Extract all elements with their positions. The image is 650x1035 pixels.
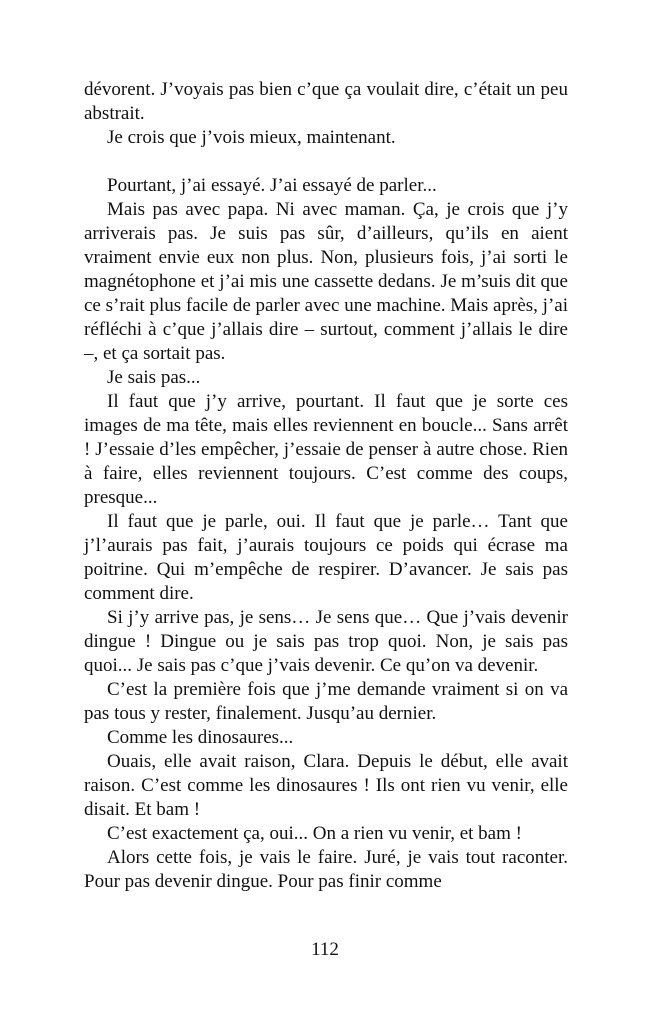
paragraph: Mais pas avec papa. Ni avec maman. Ça, je crois que j’y arriverais pas. Je suis pas sûr, d’ailleurs, qu’ils en aient vraiment envie eux non plus. Non, plusieurs fois, j’ai sorti le magnétophone et j’ai mis une cassette dedans. Je m’suis dit que ce s’rait plus facile de parler avec une machine. Mais après, j’ai réfléchi à c’que j’allais dire – surtout, comment j’allais le dire –, et ça sortait pas. xyxy=(84,199,568,364)
paragraph-continuation: dévorent. J’voyais pas bien c’que ça voulait dire, c’était un peu abstrait. xyxy=(84,79,568,124)
paragraph-section-start: Pourtant, j’ai essayé. J’ai essayé de parler... xyxy=(107,175,437,196)
paragraph: Je crois que j’vois mieux, maintenant. xyxy=(107,127,396,148)
paragraph: Alors cette fois, je vais le faire. Juré, je vais tout raconter. Pour pas devenir dingue. Pour pas finir comme xyxy=(84,847,568,892)
paragraph: Il faut que je parle, oui. Il faut que je parle… Tant que j’l’aurais pas fait, j’aurais toujours ce poids qui écrase ma poitrine. Qui m’empêche de respirer. D’avancer. Je sais pas comment dire. xyxy=(84,511,568,604)
paragraph: C’est exactement ça, oui... On a rien vu venir, et bam ! xyxy=(107,823,522,844)
paragraph: Si j’y arrive pas, je sens… Je sens que… Que j’vais devenir dingue ! Dingue ou je sais pas trop quoi. Non, je sais pas quoi... Je sais pas c’que j’vais devenir. Ce qu’on va devenir. xyxy=(84,607,568,676)
paragraph: C’est la première fois que j’me demande vraiment si on va pas tous y rester, finalement. Jusqu’au dernier. xyxy=(84,679,568,724)
paragraph: Comme les dinosaures... xyxy=(107,727,294,748)
page-number: 112 xyxy=(311,939,339,960)
paragraph: Je sais pas... xyxy=(107,367,201,388)
paragraph: Ouais, elle avait raison, Clara. Depuis le début, elle avait raison. C’est comme les dinosaures ! Ils ont rien vu venir, elle disait. Et bam ! xyxy=(84,751,568,820)
body-text xyxy=(84,78,568,894)
paragraph: Il faut que j’y arrive, pourtant. Il faut que je sorte ces images de ma tête, mais elles reviennent en boucle... Sans arrêt ! J’essaie d’les empêcher, j’essaie de penser à autre chose. Rien à faire, elles reviennent toujours. C’est comme des coups, presque... xyxy=(84,391,568,508)
